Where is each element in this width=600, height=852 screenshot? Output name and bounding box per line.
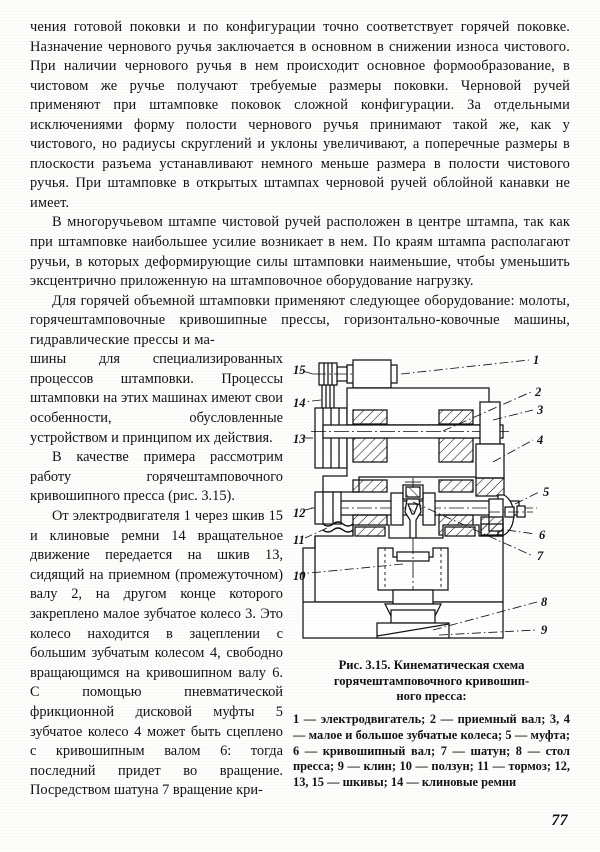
body-paragraph-3-wrapped: шины для специализированных процессов штамповки. Процессы штамповки на этих машинах имеют свои особенности, обусловленные устройством и принципом их действия.	[30, 351, 283, 446]
figure-callout-5: 5	[543, 485, 550, 500]
body-paragraph-4: В качестве примера рассмотрим работу горячештамповочного кривошипного пресса (рис. 3.15).	[30, 449, 283, 505]
body-paragraph-1: чения готовой поковки и по конфигурации точно соответствует горячей поковке. Назначение чернового ручья заключается в основном в снижении износа чистового. При наличии чернового ручья в нем происходит основное формообразование, в чистовом же ручье получают требуемые размеры поковки. Черновой ручей применяют при штамповке поковок сложной конфигурации. За отдельными исключениями форму полости чернового ручья принимают такой же, как у чистового, но радиусы скруглений и уклоны увеличивают, а поперечные размеры в плоскости разъема устанавливают немного меньше размера в полости чистового ручья. При штамповке в открытых штампах черновой ручей облойной канавки не имеет.	[30, 19, 570, 211]
page-number: 77	[551, 812, 568, 829]
figure-legend: 1 — электродвигатель; 2 — приемный вал; 3, 4 — малое и большое зубчатые колеса; 5 — муфта; 6 — кривошипный вал; 7 — шатун; 8 — стол пресса; 9 — клин; 10 — ползун; 11 — тормоз; 12, 13, 15 — шкивы; 14 — клиновые ремни	[293, 712, 570, 790]
figure-callout-14: 14	[293, 396, 306, 411]
body-paragraph-3-head: Для горячей объемной штамповки применяют следующее оборудование: молоты, горячештамповочные кривошипные прессы, горизонтально-ковочные машины, гидравлические прессы и ма-	[30, 292, 570, 348]
figure-callout-12: 12	[293, 506, 306, 521]
figure-block	[293, 352, 570, 791]
figure-callout-13: 13	[293, 432, 306, 447]
figure-callout-1: 1	[533, 353, 540, 368]
figure-caption-line-1: Рис. 3.15. Кинематическая схема	[338, 658, 525, 673]
figure-callout-4: 4	[537, 433, 544, 448]
figure-kinematic-scheme	[293, 352, 570, 650]
figure-callout-9: 9	[541, 623, 548, 638]
figure-caption-line-2: горячештамповочного кривошип-	[333, 673, 530, 688]
figure-callout-10: 10	[293, 569, 306, 584]
figure-callout-6: 6	[539, 528, 546, 543]
figure-callout-3: 3	[537, 403, 544, 418]
body-paragraph-2: В многоручьевом штампе чистовой ручей расположен в центре штампа, так как при штамповке наибольшее усилие возникает в нем. По краям штампа располагают ручьи, в которых деформирующие силы штамповки наименьшие, чтобы уменьшить эксцентрично приложенную на штамповочное оборудование нагрузку.	[30, 214, 570, 290]
body-paragraph-5: От электродвигателя 1 через шкив 15 и клиновые ремни 14 вращательное движение передается на шкив 13, сидящий на приемном (промежуточном) валу 2, на другом конце которого закреплено малое зубчатое колесо 3. Это колесо находится в зацеплении с большим зубчатым колесом 4, свободно вращающимся на кривошипном валу 6. С помощью пневматической фрикционной дисковой муфты 5 зубчатое колесо 4 может быть сцеплено с кривошипным валом 6: тогда последний придет во вращение. Посредством шатуна 7 вращение кри-	[30, 508, 283, 799]
figure-callout-7: 7	[537, 549, 544, 564]
figure-callout-15: 15	[293, 363, 306, 378]
wrapped-text-figure-region	[30, 350, 570, 801]
page-content	[30, 18, 570, 801]
kinematic-scheme-drawing	[293, 352, 570, 650]
figure-callout-11: 11	[293, 533, 305, 548]
figure-callout-8: 8	[541, 595, 548, 610]
figure-caption	[293, 658, 570, 705]
figure-caption-line-3: ного пресса:	[396, 689, 467, 704]
figure-callout-2: 2	[535, 385, 542, 400]
